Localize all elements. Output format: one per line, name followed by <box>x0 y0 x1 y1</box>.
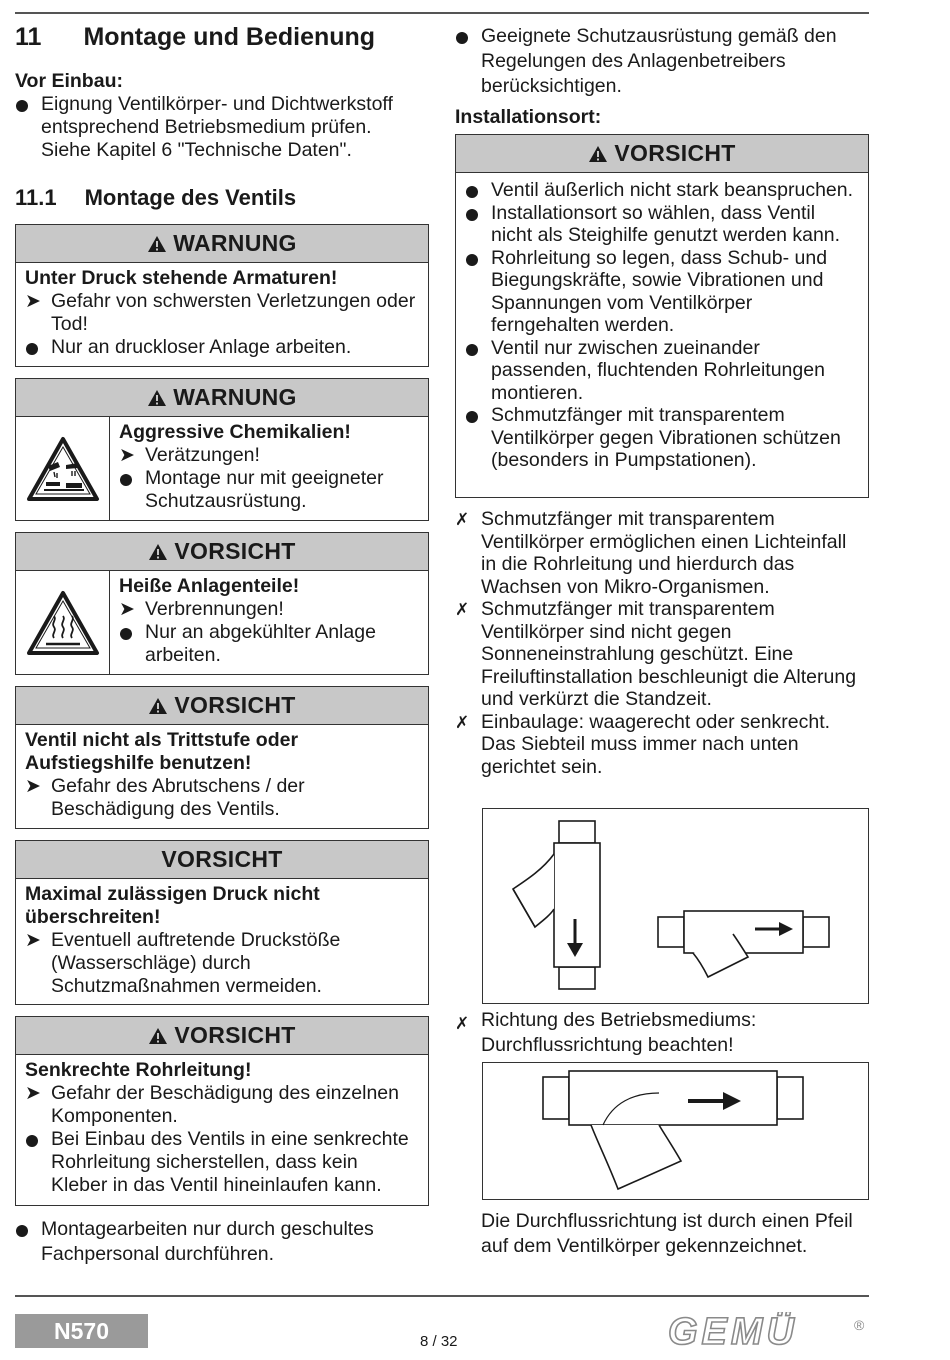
subsection-title: Montage des Ventils <box>84 185 297 210</box>
corrosive-hazard-icon <box>26 436 100 502</box>
arrow-icon: ➤ <box>119 445 135 466</box>
installationsort-heading: Installationsort: <box>455 106 602 128</box>
list-item: Montagearbeiten nur durch geschultes Fachpersonal durchführen. <box>15 1217 415 1267</box>
arrow-icon: ➤ <box>25 1083 41 1104</box>
warning-title: Aggressive Chemikalien! <box>119 421 351 443</box>
cross-icon: ✗ <box>455 712 470 732</box>
bullet-icon <box>26 343 38 355</box>
list-item: ➤ Verbrennungen! <box>119 598 284 620</box>
caution-box-body <box>456 173 868 476</box>
section-heading <box>15 22 375 52</box>
caution-box-header: VORSICHT <box>456 135 868 173</box>
caution-box-step <box>15 686 429 829</box>
arrow-icon: ➤ <box>25 291 41 312</box>
caution-title: Maximal zulässigen Druck nicht überschreiten! <box>25 883 320 928</box>
list-item: ➤ Gefahr der Beschädigung des einzelnen Komponenten. <box>25 1082 399 1127</box>
list-item: ✗ Richtung des Betriebsmediums: Durchflussrichtung beachten! <box>455 1009 757 1056</box>
list-item: Nur an abgekühlter Anlage arbeiten. <box>119 621 419 667</box>
bullet-icon <box>466 209 478 221</box>
caution-box-installation <box>455 134 869 498</box>
bottom-rule <box>15 1295 869 1297</box>
bullet-icon <box>26 1135 38 1147</box>
caution-box-header: VORSICHT <box>16 1017 428 1055</box>
caution-box-body <box>16 1055 428 1201</box>
warning-box-pressure <box>15 224 429 367</box>
caution-title: Heiße Anlagenteile! <box>119 575 300 597</box>
bullet-icon <box>466 186 478 198</box>
arrow-icon: ➤ <box>25 776 41 797</box>
caution-box-body <box>16 725 428 825</box>
bullet-icon <box>16 1225 28 1237</box>
warning-triangle-icon <box>148 697 168 715</box>
caution-box-body <box>16 879 428 1002</box>
list-item: Schmutzfänger mit transparentem Ventilkörper gegen Vibrationen schützen (besonders in Pumpstationen). <box>465 404 859 472</box>
section-number: 11 <box>15 23 42 51</box>
list-item: ➤ Gefahr von schwersten Verletzungen oder Tod! <box>25 290 416 335</box>
list-item: Ventil nur zwischen zueinander passenden, fluchtenden Rohrleitungen montieren. <box>465 337 859 405</box>
flow-direction-figure <box>482 1062 869 1200</box>
bullet-icon <box>466 344 478 356</box>
list-item: Nur an druckloser Anlage arbeiten. <box>25 336 419 359</box>
svg-text:GEMÜ: GEMÜ <box>668 1312 798 1352</box>
warning-triangle-icon <box>588 145 608 163</box>
bullet-icon <box>456 32 468 44</box>
cross-list-2 <box>455 1008 865 1058</box>
cross-icon: ✗ <box>455 1014 470 1033</box>
vor-einbau-list <box>15 93 425 162</box>
top-list <box>455 24 865 99</box>
bullet-icon <box>16 100 28 112</box>
warning-triangle-icon <box>147 389 167 407</box>
list-item: Ventil äußerlich nicht stark beanspruchen. <box>465 179 859 202</box>
bullet-icon <box>120 628 132 640</box>
warning-box-chemicals <box>15 378 429 521</box>
bullet-icon <box>120 474 132 486</box>
caution-title: Ventil nicht als Trittstufe oder Aufstiegshilfe benutzen! <box>25 729 299 774</box>
arrow-icon: ➤ <box>119 599 135 620</box>
list-item: ➤ Verätzungen! <box>119 444 260 466</box>
top-rule <box>15 12 869 14</box>
valve-flow-diagram <box>483 1063 867 1198</box>
list-item: Bei Einbau des Ventils in eine senkrechte Rohrleitung sicherstellen, dass kein Kleber in das Ventil hineinlaufen kann. <box>25 1128 419 1197</box>
list-item: ✗ Einbaulage: waagerecht oder senkrecht. Das Siebteil muss immer nach unten gerichtet sein. <box>455 710 831 778</box>
cross-icon: ✗ <box>455 510 470 529</box>
caution-box-hot <box>15 532 429 675</box>
warning-box-header: WARNUNG <box>16 379 428 417</box>
list-item: Montage nur mit geeigneter Schutzausrüstung. <box>119 467 419 513</box>
caution-box-header: VORSICHT <box>16 687 428 725</box>
section-title: Montage und Bedienung <box>83 23 376 51</box>
arrow-icon: ➤ <box>25 930 41 951</box>
warning-box-body <box>16 263 428 363</box>
cross-list <box>455 508 865 778</box>
list-item: ➤ Gefahr des Abrutschens / der Beschädigung des Ventils. <box>25 775 305 820</box>
list-item: Eignung Ventilkörper- und Dichtwerkstoff entsprechend Betriebsmedium prüfen. Siehe Kapitel 6 "Technische Daten". <box>15 93 425 162</box>
subsection-number: 11.1 <box>15 185 57 210</box>
cross-icon: ✗ <box>455 600 470 619</box>
bullet-icon <box>466 411 478 423</box>
caution-box-header: VORSICHT <box>16 533 428 571</box>
installation-position-figure <box>482 808 869 1004</box>
hot-surface-icon <box>26 590 100 656</box>
caution-box-pressure <box>15 840 429 1005</box>
warning-triangle-icon <box>148 543 168 561</box>
gemu-logo <box>668 1312 870 1352</box>
valve-orientation-diagram <box>483 809 867 1002</box>
list-item: Installationsort so wählen, dass Ventil nicht als Steighilfe genutzt werden kann. <box>465 202 859 247</box>
bullet-icon <box>466 254 478 266</box>
warning-triangle-icon <box>147 235 167 253</box>
page-number: 8 / 32 <box>420 1333 458 1350</box>
list-item: ✗ Schmutzfänger mit transparentem Ventilkörper sind nicht gegen Sonneneinstrahlung geschützt. Eine Freiluftinstallation beschleunigt die Alterung und verkürzt die Standzeit. <box>455 598 857 710</box>
list-item: ✗ Schmutzfänger mit transparentem Ventilkörper ermöglichen einen Lichteinfall in die Rohrleitung und hierdurch das Wachsen von Mikro-Organismen. <box>455 508 847 598</box>
vor-einbau-heading: Vor Einbau: <box>15 70 123 92</box>
list-item: Geeignete Schutzausrüstung gemäß den Regelungen des Anlagenbetreibers berücksichtigen. <box>455 24 865 99</box>
list-item: Rohrleitung so legen, dass Schub- und Biegungskräfte, sowie Vibrationen und Spannungen vom Ventilkörper ferngehalten werden. <box>465 247 859 337</box>
product-badge: N570 <box>15 1314 148 1348</box>
flow-direction-note: Die Durchflussrichtung ist durch einen Pfeil auf dem Ventilkörper gekennzeichnet. <box>481 1210 853 1257</box>
subsection-heading <box>15 185 296 211</box>
svg-text:®: ® <box>854 1317 865 1333</box>
caution-box-header: VORSICHT <box>16 841 428 879</box>
warning-triangle-icon <box>148 1027 168 1045</box>
caution-box-vertical-pipe <box>15 1016 429 1206</box>
list-item: ➤ Eventuell auftretende Druckstöße (Wasserschläge) durch Schutzmaßnahmen vermeiden. <box>25 929 341 997</box>
final-list <box>15 1217 415 1267</box>
caution-title: Senkrechte Rohrleitung! <box>25 1059 252 1081</box>
warning-box-header: WARNUNG <box>16 225 428 263</box>
warning-title: Unter Druck stehende Armaturen! <box>25 267 338 289</box>
